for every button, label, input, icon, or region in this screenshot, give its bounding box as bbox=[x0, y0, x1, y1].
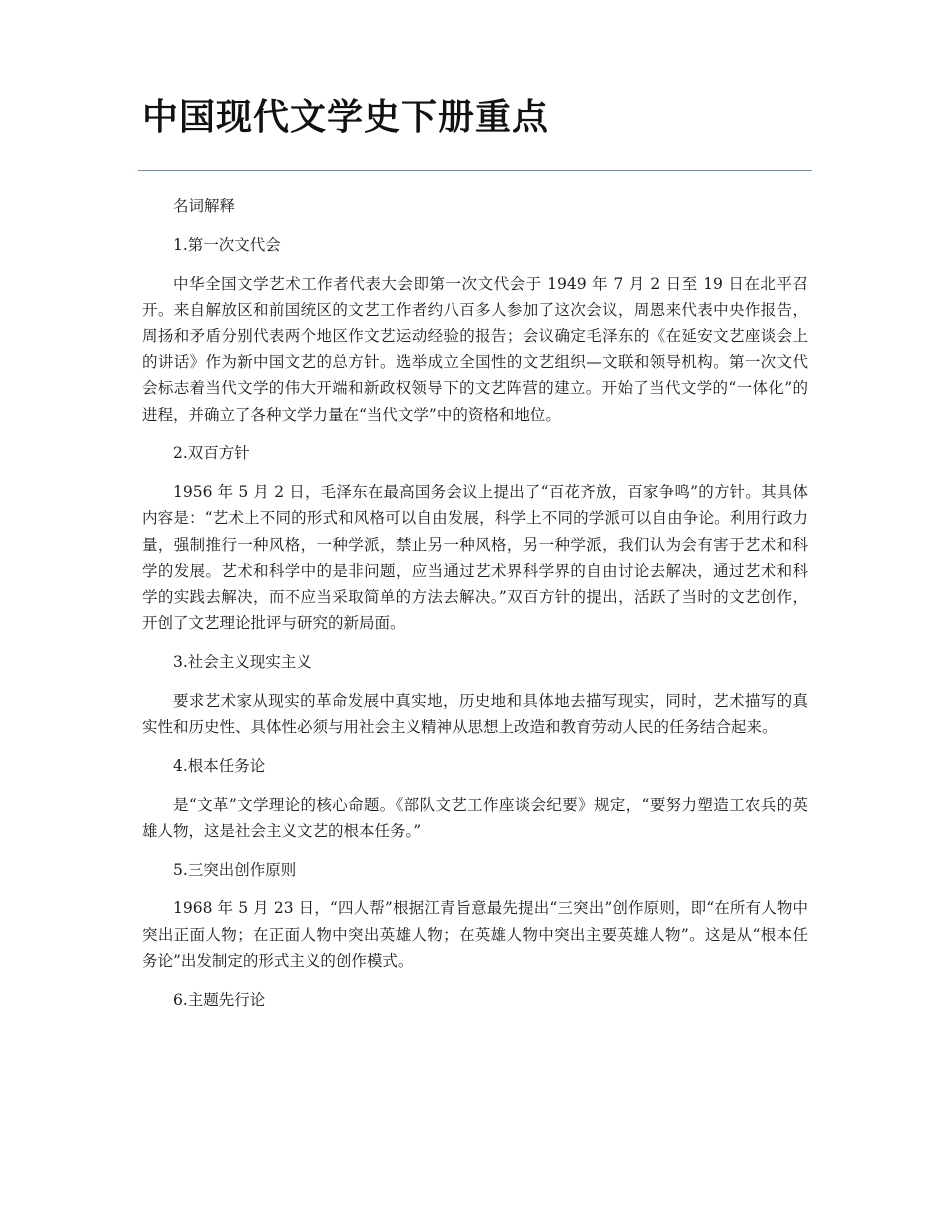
term-body-3: 要求艺术家从现实的革命发展中真实地，历史地和具体地去描写现实，同时，艺术描写的真实性和历史性、具体性必须与用社会主义精神从思想上改造和教育劳动人民的任务结合起来。 bbox=[142, 691, 808, 737]
term-body-2: 1956 年 5 月 2 日，毛泽东在最高国务会议上提出了“百花齐放，百家争鸣”的方针。其具体内容是：“艺术上不同的形式和风格可以自由发展，科学上不同的学派可以自由争论。利用行政力量，强制推行一种风格，一种学派，禁止另一种风格，另一种学派，我们认为会有害于艺术和科学的发展。艺术和科学中的是非问题，应当通过艺术界科学界的自由讨论去解决，通过艺术和科学的实践去解决，而不应当采取简单的方法去解决。”双百方针的提出，活跃了当时的文艺创作，开创了文艺理论批评与研究的新局面。 bbox=[142, 483, 808, 633]
section-label: 名词解释 bbox=[173, 197, 236, 215]
term-body-5: 1968 年 5 月 23 日，“四人帮”根据江青旨意最先提出“三突出”创作原则，即“在所有人物中突出正面人物；在正面人物中突出英雄人物；在英雄人物中突出主要英雄人物”。这是从“根本任务论”出发制定的形式主义的创作模式。 bbox=[142, 899, 808, 970]
term-heading-3: 3.社会主义现实主义 bbox=[173, 653, 312, 672]
document-body bbox=[142, 193, 808, 1025]
term-body-1: 中华全国文学艺术工作者代表大会即第一次文代会于 1949 年 7 月 2 日至 19 日在北平召开。来自解放区和前国统区的文艺工作者约八百多人参加了这次会议，周恩来代表中央作报告，周扬和矛盾分别代表两个地区作文艺运动经验的报告；会议确定毛泽东的《在延安文艺座谈会上的讲话》作为新中国文艺的总方针。选举成立全国性的文艺组织—文联和领导机构。第一次文代会标志着当代文学的伟大开端和新政权领导下的文艺阵营的建立。开始了当代文学的“一体化”的进程，并确立了各种文学力量在“当代文学”中的资格和地位。 bbox=[142, 274, 808, 424]
document-title: 中国现代文学史下册重点 bbox=[142, 97, 550, 138]
term-heading-6: 6.主题先行论 bbox=[173, 990, 266, 1009]
term-heading-5: 5.三突出创作原则 bbox=[173, 860, 297, 879]
term-body-4: 是“文革”文学理论的核心命题。《部队文艺工作座谈会纪要》规定，“要努力塑造工农兵的英雄人物，这是社会主义文艺的根本任务。” bbox=[142, 795, 808, 840]
title-divider bbox=[138, 170, 812, 171]
term-heading-1: 1.第一次文代会 bbox=[173, 235, 281, 254]
term-heading-4: 4.根本任务论 bbox=[173, 756, 266, 775]
term-heading-2: 2.双百方针 bbox=[173, 444, 250, 463]
